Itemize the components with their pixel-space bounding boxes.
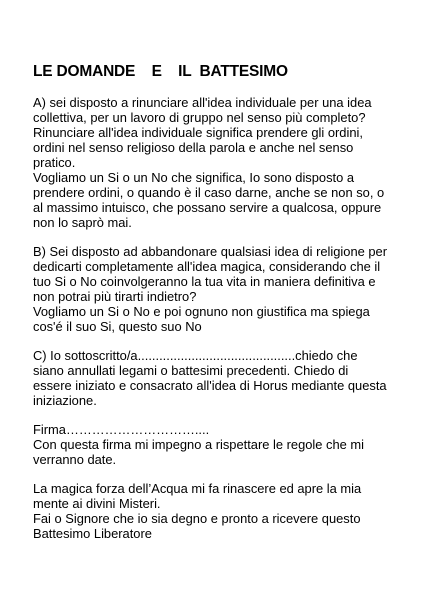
section-b-line: non potrai più tirarti indietro? — [33, 289, 197, 304]
closing-line: Battesimo Liberatore — [33, 526, 152, 541]
signature-line: verranno date. — [33, 452, 117, 467]
closing-line: mente ai divini Misteri. — [33, 496, 161, 511]
section-b-line: cos'é il suo Si, questo suo No — [33, 319, 202, 334]
section-b-line: Vogliamo un Si o No e poi ognuno non giustifica ma spiega — [33, 304, 370, 319]
section-a-line: prendere ordini, o quando è il caso darne, anche se non so, o — [33, 185, 385, 200]
section-a-line: Rinunciare all'idea individuale significa prendere gli ordini, — [33, 125, 363, 140]
section-a-line: Vogliamo un Si o un No che significa, Io sono disposto a — [33, 170, 355, 185]
section-b-line: dedicarti completamente all'idea magica, considerando che il — [33, 259, 381, 274]
section-a-line: ordini nel senso religioso della parola e anche nel senso — [33, 140, 354, 155]
section-a-line: non lo saprò mai. — [33, 215, 132, 230]
section-c-line: iniziazione. — [33, 393, 97, 408]
section-b-line: B) Sei disposto ad abbandonare qualsiasi idea di religione per — [33, 244, 388, 259]
closing-line: La magica forza dell’Acqua mi fa rinascere ed apre la mia — [33, 481, 362, 496]
signature-line: Firma………………………….... — [33, 422, 210, 437]
section-a-line: collettiva, per un lavoro di gruppo nel senso più completo? — [33, 110, 366, 125]
section-b-line: tuo Si o No coinvolgeranno la tua vita in maniera definitiva e — [33, 274, 376, 289]
section-a-line: A) sei disposto a rinunciare all'idea individuale per una idea — [33, 95, 372, 110]
signature-line: Con questa firma mi impegno a rispettare le regole che mi — [33, 437, 365, 452]
section-c-line: C) Io sottoscritto/a............................................chiedo che — [33, 348, 358, 363]
closing-line: Fai o Signore che io sia degno e pronto a ricevere questo — [33, 511, 361, 526]
section-a-line: al massimo intuisco, che possano servire a qualcosa, oppure — [33, 200, 382, 215]
section-c-line: essere iniziato e consacrato all'idea di Horus mediante questa — [33, 378, 387, 393]
section-c-line: siano annullati legami o battesimi precedenti. Chiedo di — [33, 363, 349, 378]
section-a-line: pratico. — [33, 155, 76, 170]
page-title: LE DOMANDE E IL BATTESIMO — [33, 63, 288, 80]
